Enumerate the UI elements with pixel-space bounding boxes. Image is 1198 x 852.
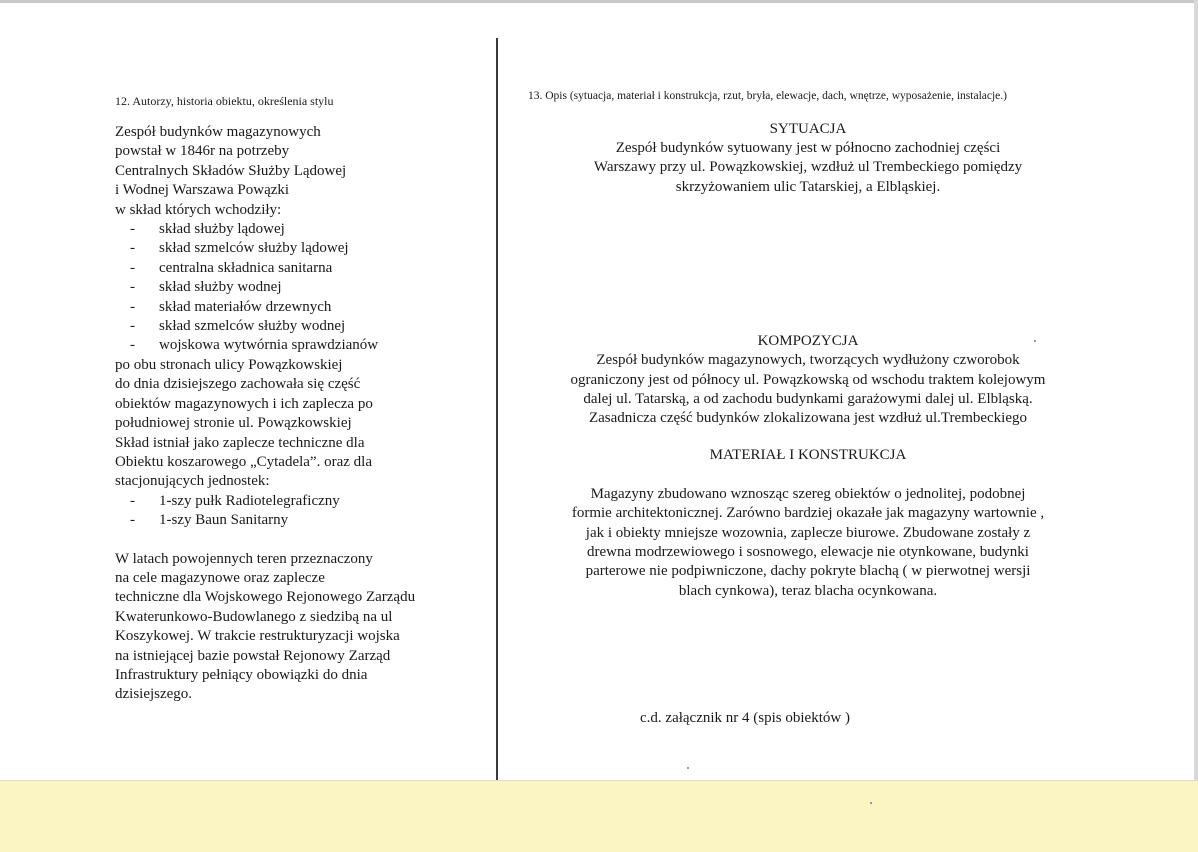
list-item: - skład materiałów drzewnych [130,298,332,315]
list-item: - wojskowa wytwórnia sprawdzianów [130,337,379,354]
list-item: - skład służby wodnej [130,279,282,296]
attachment-note: c.d. załącznik nr 4 (spis obiektów ) [640,710,850,726]
scan-bottom-band [0,781,1198,852]
material-line: parterowe nie podpiwniczone, dachy pokryte blachą ( w pierwotnej wersji [585,563,1031,580]
scan-top-edge [0,0,1198,3]
kompozycja-line: dalej ul. Tatarską, a od zachodu budynkami garażowymi dalej ul. Elbląską. [583,391,1033,408]
sytuacja-line: Zespół budynków sytuowany jest w północno zachodniej części [615,140,1001,156]
history-line: obiektów magazynowych i ich zaplecza po [115,395,373,412]
intro-line: powstał w 1846r na potrzeby [115,143,290,160]
section-13-heading: 13. Opis (sytuacja, materiał i konstrukcja, rzut, bryła, elewacje, dach, wnętrze, wyposażenie, instalacje.) [528,90,1007,102]
list-item: - skład służby lądowej [130,221,285,238]
history-line: Obiektu koszarowego „Cytadela”. oraz dla [115,453,372,470]
postwar-line: W latach powojennych teren przeznaczony [115,550,373,567]
material-line: formie architektonicznej. Zarówno bardziej okazałe jak magazyny wartownie , [571,505,1045,522]
scan-right-edge [1194,0,1198,781]
history-line: Skład istniał jako zaplecze techniczne dla [115,434,365,451]
intro-line: w skład których wchodziły: [115,201,282,218]
intro-line: Centralnych Składów Służby Lądowej [115,162,347,179]
postwar-line: Infrastruktury pełniący obowiązki do dnia [115,666,368,683]
history-line: stacjonujących jednostek: [115,473,270,490]
sytuacja-title: SYTUACJA [769,121,847,137]
column-divider [496,38,498,800]
postwar-line: na istniejącej bazie powstał Rejonowy Zarząd [115,647,391,664]
scan-speck [687,767,689,769]
list-item: - skład szmelców służby lądowej [130,240,349,257]
warehouse-list [115,220,485,356]
postwar-line: techniczne dla Wojskowego Rejonowego Zarządu [115,589,416,606]
list-item: - centralna składnica sanitarna [130,259,333,276]
description-section [528,88,1088,601]
list-item: - 1-szy pułk Radiotelegraficzny [130,492,340,509]
sytuacja-line: Warszawy przy ul. Powązkowskiej, wzdłuż ul Trembeckiego pomiędzy [593,159,1023,176]
postwar-line: na cele magazynowe oraz zaplecze [115,569,325,586]
material-line: blach cynkowa), teraz blacha ocynkowana. [678,582,938,599]
kompozycja-title: KOMPOZYCJA [757,333,859,350]
units-list [115,492,485,531]
history-line: do dnia dzisiejszego zachowała się część [115,376,361,393]
kompozycja-block [528,331,1088,429]
section-12-heading: 12. Autorzy, historia obiektu, określenia stylu [115,94,334,108]
history-line: południowej stronie ul. Powązkowskiej [115,415,352,432]
postwar-line: Kwaterunkowo-Budowlanego z siedzibą na ul [115,608,393,625]
material-block [528,445,1088,601]
intro-line: Zespół budynków magazynowych [115,124,321,140]
scan-speck [870,802,872,804]
postwar-line: Koszykowej. W trakcie restrukturyzacji wojska [115,628,400,645]
list-item: - skład szmelców służby wodnej [130,318,346,335]
sytuacja-block [528,119,1088,197]
material-line: drewna modrzewiowego i sosnowego, elewacje nie otynkowane, budynki [587,544,1029,561]
kompozycja-line: Zespół budynków magazynowych, tworzących wydłużony czworobok [596,352,1020,369]
material-line: jak i obiekty mniejsze wozownia, zaplecze biurowe. Zbudowane zostały z [585,524,1031,541]
kompozycja-line: ograniczony jest od północy ul. Powązkowską od wschodu traktem kolejowym [570,371,1046,388]
material-title: MATERIAŁ I KONSTRUKCJA [709,446,907,463]
history-line: po obu stronach ulicy Powązkowskiej [115,356,343,373]
history-text [115,123,485,705]
intro-line: i Wodnej Warszawa Powązki [115,182,290,199]
sytuacja-line: skrzyżowaniem ulic Tatarskiej, a Elbląskiej. [675,178,941,195]
history-section [115,93,485,705]
material-line: Magazyny zbudowano wznosząc szereg obiektów o jednolitej, podobnej [590,485,1026,502]
list-item: - 1-szy Baun Sanitarny [130,512,289,529]
kompozycja-line: Zasadnicza część budynków zlokalizowana jest wzdłuż ul.Trembeckiego [588,410,1028,427]
postwar-line: dzisiejszego. [115,686,193,703]
